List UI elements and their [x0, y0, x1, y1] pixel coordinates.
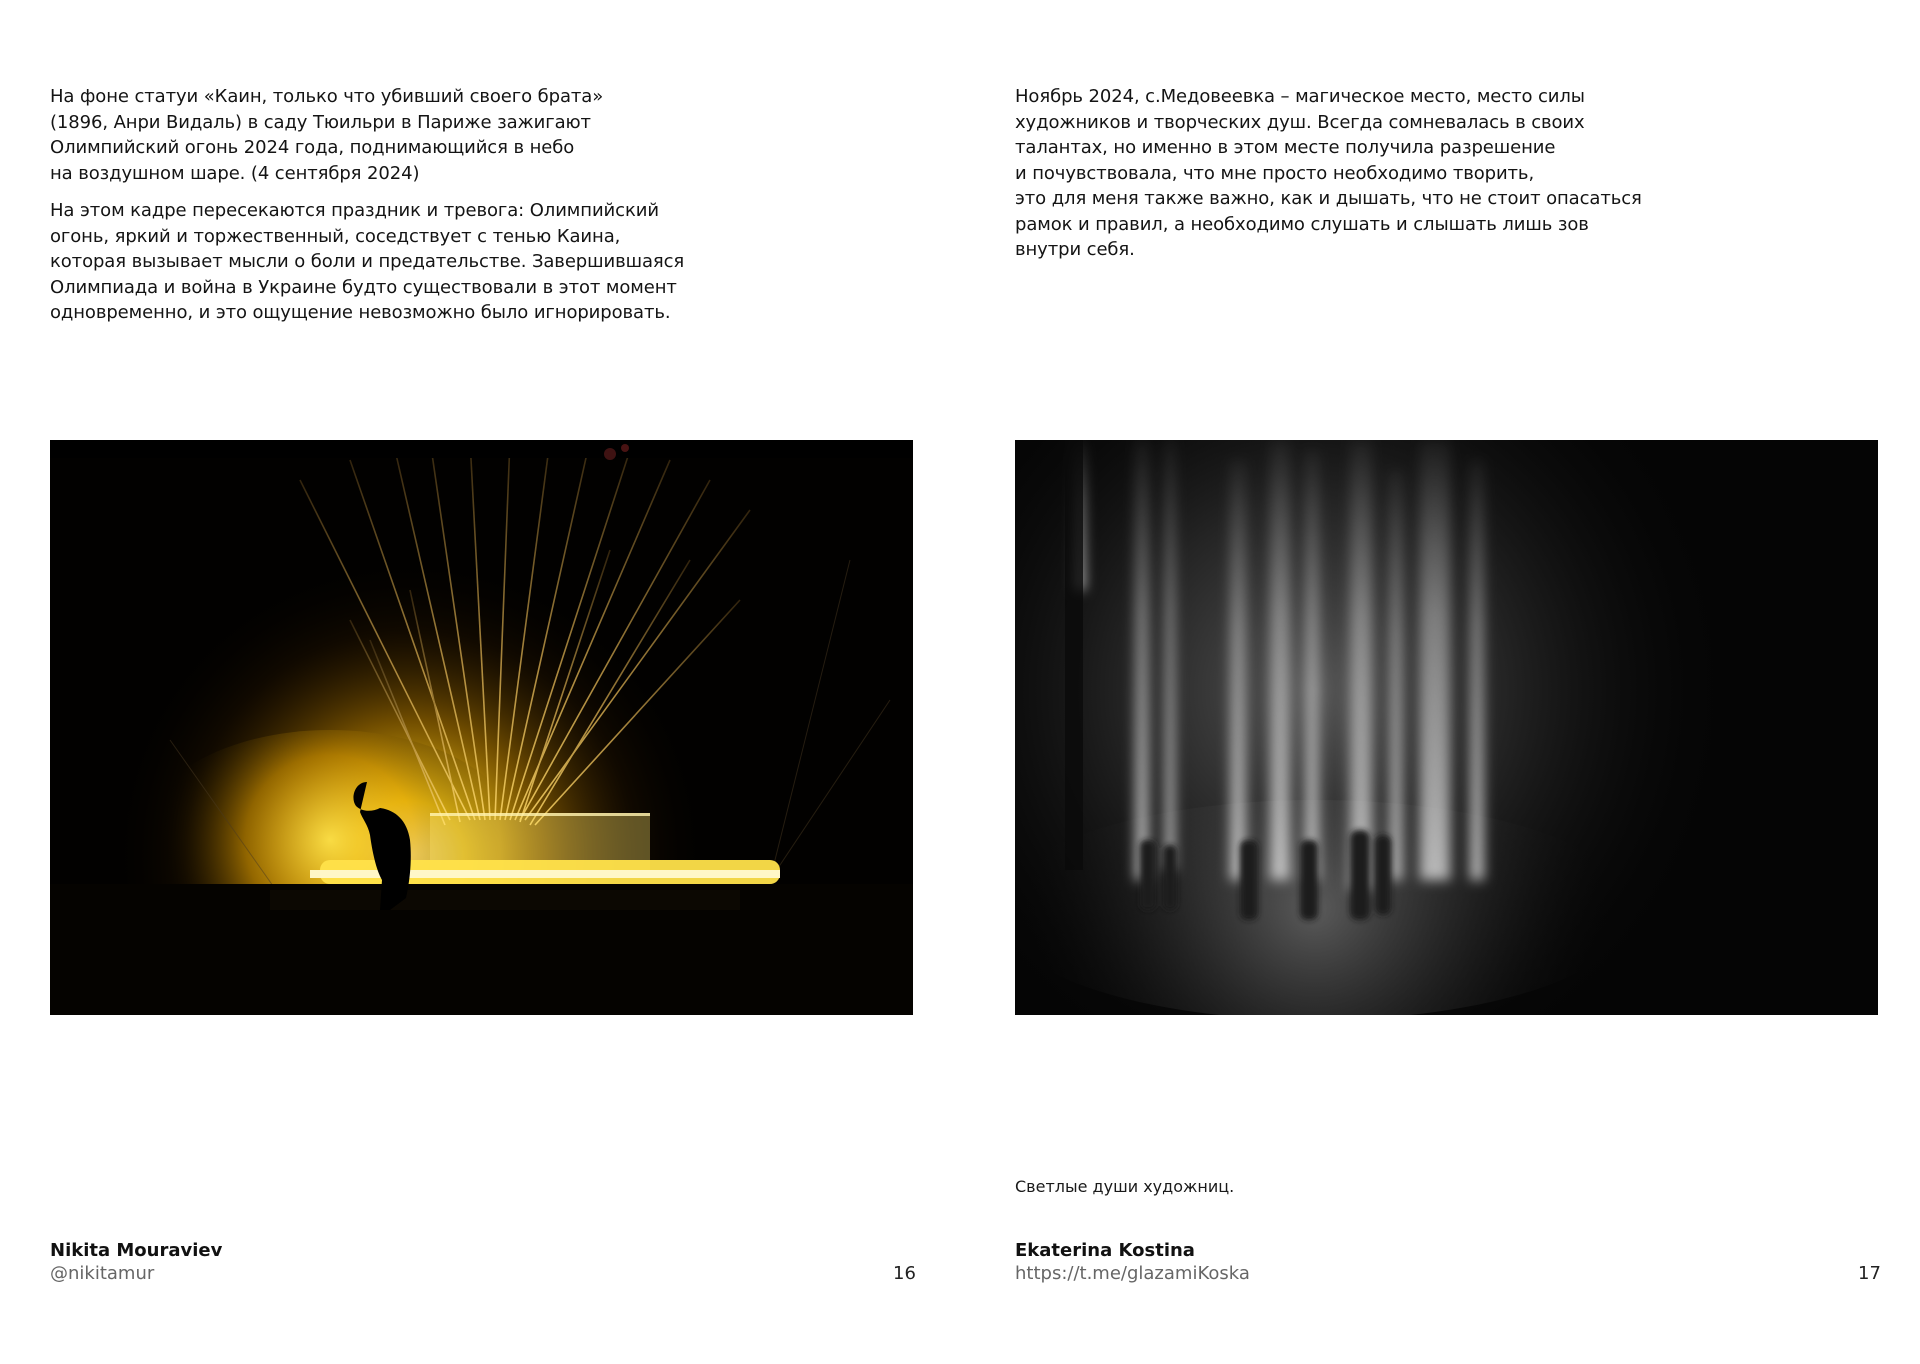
- page-number: 17: [1858, 1263, 1881, 1284]
- left-text-block: [50, 84, 750, 338]
- right-page: [960, 0, 1920, 1364]
- author-name: Nikita Mouraviev: [50, 1240, 223, 1261]
- photo-caption: Светлые души художниц.: [1015, 1177, 1235, 1196]
- author-name: Ekaterina Kostina: [1015, 1240, 1195, 1261]
- page-number: 16: [893, 1263, 916, 1284]
- right-paragraph-1: Ноябрь 2024, с.Медовеевка – магическое место, место силы художников и творческих душ. Всегда сомневалась в своих талантах, но именно в этом месте получила разрешение и почувствовала, что мне просто необходимо творить, это для меня также важно, как и дышать, что не стоит опасаться рамок и правил, а необходимо слушать и слышать лишь зов внутри себя.: [1015, 86, 1642, 260]
- left-paragraph-1: На фоне статуи «Каин, только что убивший своего брата» (1896, Анри Видаль) в саду Тюильри в Париже зажигают Олимпийский огонь 2024 года, поднимающийся в небо на воздушном шаре. (4 сентября 2024): [50, 86, 604, 184]
- author-handle: @nikitamur: [50, 1263, 155, 1284]
- olympic-flame-photo: [50, 440, 913, 1015]
- blurred-figures-photo: [1015, 440, 1878, 1015]
- author-link[interactable]: https://t.me/glazamiKoska: [1015, 1263, 1250, 1284]
- right-text-block: [1015, 84, 1675, 275]
- left-paragraph-2: На этом кадре пересекаются праздник и тревога: Олимпийский огонь, яркий и торжественный, соседствует с тенью Каина, которая вызывает мысли о боли и предательстве. Завершившаяся Олимпиада и война в Украине будто существовали в этот момент одновременно, и это ощущение невозможно было игнорировать.: [50, 200, 685, 323]
